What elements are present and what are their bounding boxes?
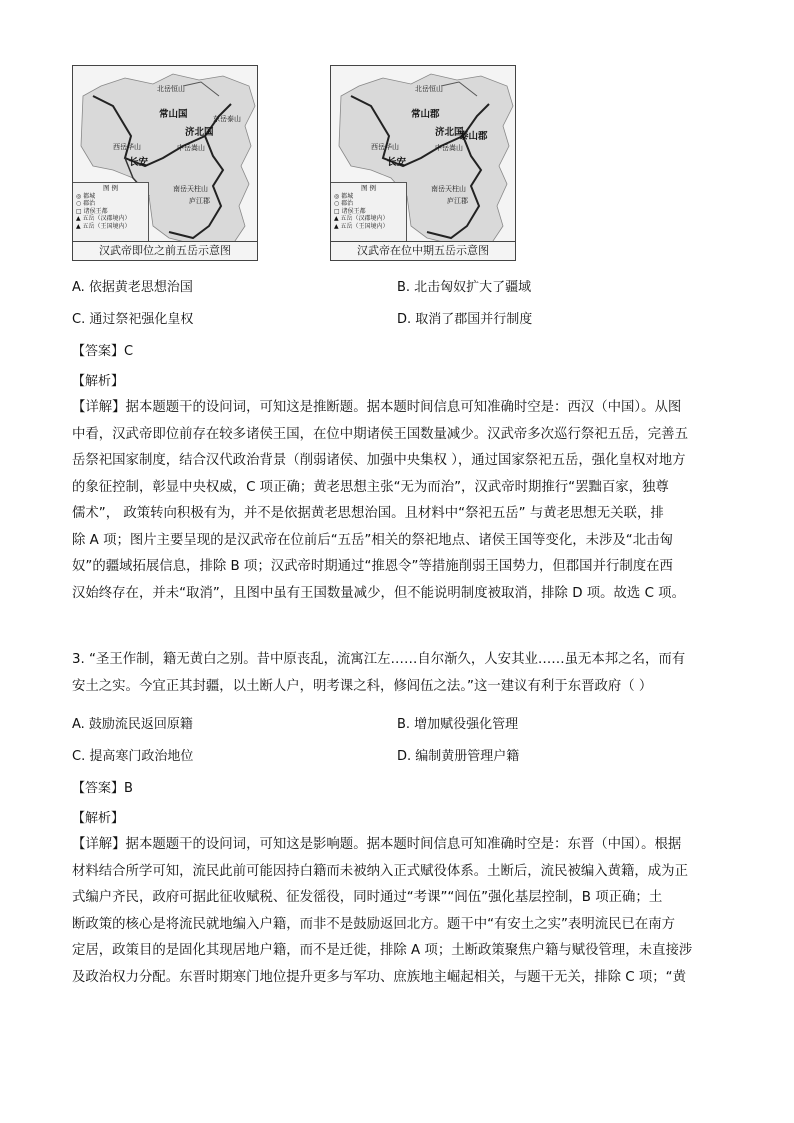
map-label-jibei: 济北国 [435, 127, 464, 138]
map-before-enthronement [72, 65, 258, 261]
legend-item: ▲ 五岳（汉郡境内） [76, 215, 131, 222]
map-label-jibei: 济北国 [185, 127, 214, 138]
legend-item: ▲ 五岳（汉郡境内） [334, 215, 389, 222]
q3-analysis-label: 【解析】 [72, 811, 125, 826]
legend-item: ▲ 五岳（王国境内） [76, 222, 131, 230]
map-label-north-peak: 北岳恒山 [157, 85, 185, 93]
text-line: 定居，政策目的是固化其现居地户籍，而不是迁徙，排除 A 项；土断政策聚焦户籍与赋役管理，未直接涉 [72, 943, 693, 958]
q3-option-c: C. 提高寒门政治地位 [72, 749, 194, 764]
text-line: 岳祭祀国家制度，结合汉代政治背景（削弱诸侯、加强中央集权 ），通过国家祭祀五岳，强化皇权对地方 [72, 453, 686, 468]
map-label-west-peak: 西岳华山 [371, 143, 399, 151]
map-label-central-peak: 中岳嵩山 [435, 144, 463, 152]
text-line: 材料结合所学可知，流民此前可能因持白籍而未被纳入正式赋役体系。土断后，流民被编入黄籍，成为正 [72, 863, 688, 879]
map-label-south-peak: 南岳天柱山 [173, 185, 208, 193]
legend-item: ○ 郡治 [334, 200, 354, 207]
q2-answer: 【答案】C [72, 344, 134, 359]
map-label-changshan: 常山郡 [411, 109, 440, 120]
text-line: 【详解】据本题题干的设问词，可知这是推断题。据本题时间信息可知准确时空是：西汉（中国）。从图 [72, 400, 682, 415]
text-line: 儒术”， 政策转向积极有为，并不是依据黄老思想治国。且材料中“祭祀五岳” 与黄老思想无关联，排 [72, 506, 664, 521]
legend-title: 图 例 [360, 184, 377, 192]
q3-option-d: D. 编制黄册管理户籍 [397, 749, 520, 764]
text-line: 3. “圣王作制，籍无黄白之别。昔中原丧乱，流寓江左……自尔渐久，人安其业……虽无本邦之名，而有 [72, 652, 686, 667]
map-label-changan: 长安 [387, 157, 407, 168]
q3-stem [72, 647, 722, 700]
q3-option-b: B. 增加赋役强化管理 [397, 717, 519, 732]
map-label-east-peak: 泰山郡 [459, 131, 488, 142]
q3-option-a: A. 鼓励流民返回原籍 [72, 717, 193, 732]
q2-detail [72, 395, 722, 607]
text-line: 中看，汉武帝即位前存在较多诸侯王国，在位中期诸侯王国数量减少。汉武帝多次巡行祭祀五岳，完善五 [72, 426, 688, 442]
map-legend [331, 182, 407, 244]
map-label-north-peak: 北岳恒山 [415, 85, 443, 93]
map-caption: 汉武帝即位之前五岳示意图 [73, 241, 257, 260]
map-label-changshan: 常山国 [159, 109, 188, 120]
map-label-south-peak: 南岳天柱山 [431, 185, 466, 193]
map-mid-reign [330, 65, 516, 261]
map-label-west-peak: 西岳华山 [113, 143, 141, 151]
map-caption: 汉武帝在位中期五岳示意图 [331, 241, 515, 260]
map-label-lujiang: 庐江郡 [447, 197, 468, 205]
legend-item: ▲ 五岳（王国境内） [334, 222, 389, 230]
text-line: 除 A 项；图片主要呈现的是汉武帝在位前后“五岳”相关的祭祀地点、诸侯王国等变化，未涉及“北击匈 [72, 532, 673, 548]
text-line: 式编户齐民，政府可据此征收赋税、征发徭役，同时通过“考课”“闾伍”强化基层控制，B 项正确；土 [72, 890, 663, 905]
map-legend [73, 182, 149, 244]
legend-title: 图 例 [102, 184, 119, 192]
map-label-central-peak: 中岳嵩山 [177, 144, 205, 152]
text-line: 奴”的疆域拓展信息，排除 B 项；汉武帝时期通过“推恩令”等措施削弱王国势力，但郡国并行制度在西 [72, 559, 673, 574]
legend-item: ◎ 都城 [76, 192, 96, 200]
q2-option-c: C. 通过祭祀强化皇权 [72, 312, 194, 327]
q2-option-d: D. 取消了郡国并行制度 [397, 312, 533, 327]
q2-analysis-label: 【解析】 [72, 374, 125, 389]
map-label-lujiang: 庐江郡 [189, 197, 210, 205]
legend-item: □ 诸侯王都 [76, 207, 108, 215]
q3-answer: 【答案】B [72, 781, 133, 796]
legend-item: ○ 郡治 [76, 200, 96, 207]
map-label-east-peak: 东岳泰山 [213, 115, 241, 123]
q2-option-b: B. 北击匈奴扩大了疆域 [397, 280, 532, 295]
text-line: 安土之实。今宜正其封疆，以土断人户，明考课之科，修闾伍之法。”这一建议有利于东晋政府（ ） [72, 678, 653, 694]
q3-detail [72, 832, 722, 991]
legend-item: □ 诸侯王都 [334, 207, 366, 215]
text-line: 【详解】据本题题干的设问词，可知这是影响题。据本题时间信息可知准确时空是：东晋（中国）。根据 [72, 837, 682, 852]
q2-option-a: A. 依据黄老思想治国 [72, 280, 193, 295]
text-line: 汉始终存在，并未“取消”，且图中虽有王国数量减少，但不能说明制度被取消，排除 D 项。故选 C 项。 [72, 585, 685, 601]
text-line: 及政治权力分配。东晋时期寒门地位提升更多与军功、庶族地主崛起相关，与题干无关，排除 C 项；“黄 [72, 969, 686, 985]
map-label-changan: 长安 [129, 157, 149, 168]
legend-item: ◎ 都城 [334, 192, 354, 200]
text-line: 的象征控制，彰显中央权威，C 项正确；黄老思想主张“无为而治”，汉武帝时期推行“罢黜百家，独尊 [72, 479, 669, 495]
text-line: 断政策的核心是将流民就地编入户籍，而非不是鼓励返回北方。题干中“有安土之实”表明流民已在南方 [72, 916, 676, 932]
